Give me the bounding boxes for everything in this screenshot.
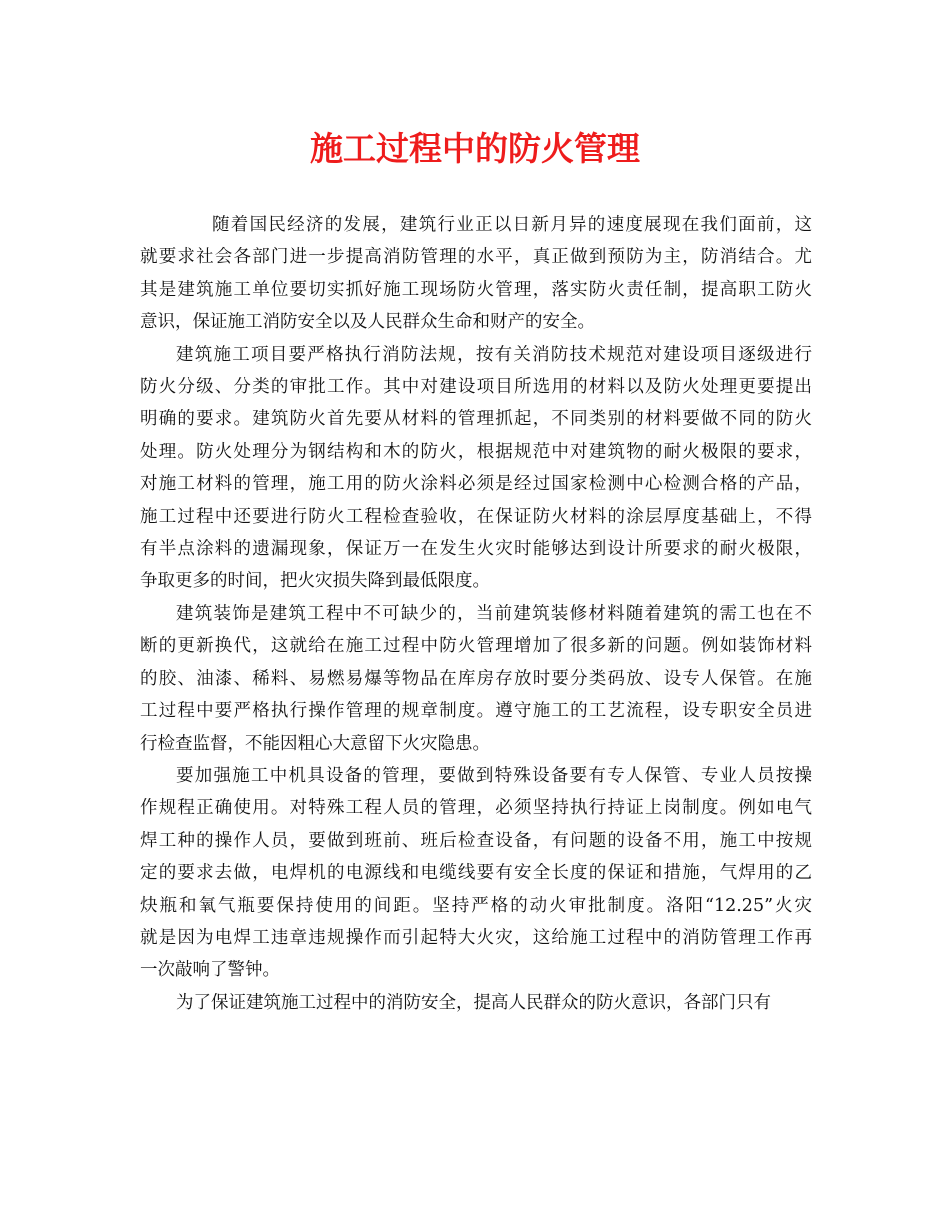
document-title: 施工过程中的防火管理 xyxy=(310,129,640,168)
text-line: 就要求社会各部门进一步提高消防管理的水平，真正做到预防为主，防消结合。尤 xyxy=(140,247,812,268)
text-line: 争取更多的时间，把火灾损失降到最低限度。 xyxy=(140,571,490,592)
paragraph-1 xyxy=(140,209,812,339)
text-line: 要加强施工中机具设备的管理，要做到特殊设备要有专人保管、专业人员按操 xyxy=(176,765,812,786)
text-line: 其是建筑施工单位要切实抓好施工现场防火管理，落实防火责任制，提高职工防火 xyxy=(140,279,812,300)
document-body xyxy=(140,209,812,1019)
text-line: 建筑施工项目要严格执行消防法规，按有关消防技术规范对建设项目逐级进行 xyxy=(176,344,812,365)
text-line: 的胶、油漆、稀料、易燃易爆等物品在库房存放时要分类码放、设专人保管。在施 xyxy=(140,668,812,689)
text-line: 明确的要求。建筑防火首先要从材料的管理抓起，不同类别的材料要做不同的防火 xyxy=(140,409,812,430)
text-line: 处理。防火处理分为钢结构和木的防火，根据规范中对建筑物的耐火极限的要求， xyxy=(140,441,812,462)
text-line: 炔瓶和氧气瓶要保持使用的间距。坚持严格的动火审批制度。洛阳“12.25”火灾 xyxy=(140,895,812,916)
text-line: 行检查监督，不能因粗心大意留下火灾隐患。 xyxy=(140,733,490,754)
text-line: 有半点涂料的遗漏现象，保证万一在发生火灾时能够达到设计所要求的耐火极限， xyxy=(140,539,812,560)
text-line: 工过程中要严格执行操作管理的规章制度。遵守施工的工艺流程，设专职安全员进 xyxy=(140,701,812,722)
paragraph-4 xyxy=(140,760,812,987)
text-line: 一次敲响了警钟。 xyxy=(140,960,280,981)
text-line: 意识，保证施工消防安全以及人民群众生命和财产的安全。 xyxy=(140,312,595,333)
text-line: 防火分级、分类的审批工作。其中对建设项目所选用的材料以及防火处理更要提出 xyxy=(140,377,812,398)
text-line: 随着国民经济的发展，建筑行业正以日新月异的速度展现在我们面前，这 xyxy=(212,215,812,235)
text-line: 建筑装饰是建筑工程中不可缺少的，当前建筑装修材料随着建筑的需工也在不 xyxy=(176,603,812,624)
paragraph-2 xyxy=(140,339,812,598)
paragraph-3 xyxy=(140,598,812,760)
text-line: 施工过程中还要进行防火工程检查验收，在保证防火材料的涂层厚度基础上，不得 xyxy=(140,506,812,527)
text-line: 定的要求去做，电焊机的电源线和电缆线要有安全长度的保证和措施，气焊用的乙 xyxy=(140,863,812,884)
text-line: 对施工材料的管理，施工用的防火涂料必须是经过国家检测中心检测合格的产品， xyxy=(140,474,812,495)
text-line: 就是因为电焊工违章违规操作而引起特大火灾，这给施工过程中的消防管理工作再 xyxy=(140,927,812,948)
paragraph-5 xyxy=(140,987,812,1019)
text-line: 焊工种的操作人员，要做到班前、班后检查设备，有问题的设备不用，施工中按规 xyxy=(140,830,812,851)
text-line: 为了保证建筑施工过程中的消防安全，提高人民群众的防火意识，各部门只有 xyxy=(176,992,771,1013)
text-line: 作规程正确使用。对特殊工程人员的管理，必须坚持执行持证上岗制度。例如电气 xyxy=(140,798,812,819)
text-line: 断的更新换代，这就给在施工过程中防火管理增加了很多新的问题。例如装饰材料 xyxy=(140,636,812,657)
